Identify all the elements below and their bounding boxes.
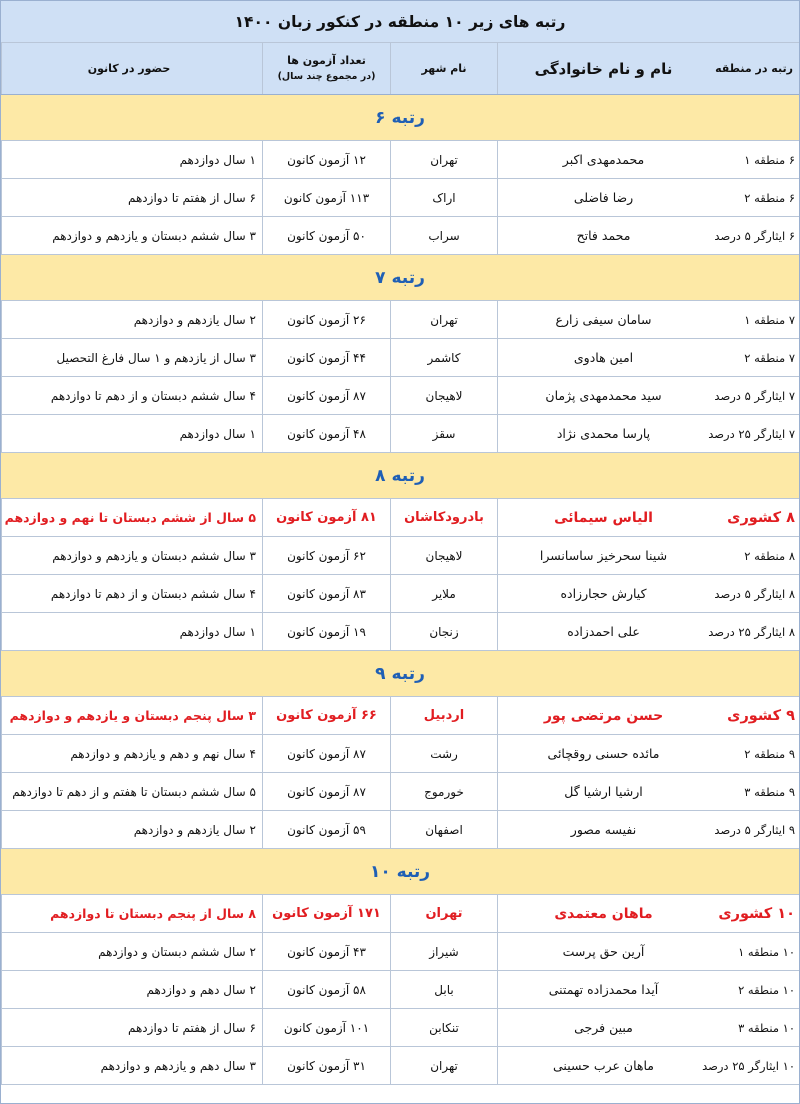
- exams-cell: ۸۷ آزمون کانون: [262, 377, 390, 414]
- exams-cell: ۱۷۱ آزمون کانون: [262, 895, 390, 932]
- rank-cell: ۸ ایثارگر ۲۵ درصد: [708, 624, 795, 639]
- group-header-row: [1, 651, 799, 697]
- exams-cell: ۳۱ آزمون کانون: [262, 1047, 390, 1084]
- name-cell: آرین حق پرست: [497, 933, 709, 970]
- table-header-row: [1, 43, 799, 95]
- name-cell: الیاس سیمائی: [497, 499, 709, 536]
- rank-cell: ۸ ایثارگر ۵ درصد: [714, 586, 795, 601]
- rank-cell: ۹ ایثارگر ۵ درصد: [714, 822, 795, 837]
- attendance-cell: ۴ سال ششم دبستان و از دهم تا دوازدهم: [1, 575, 262, 612]
- table-row: [1, 575, 799, 613]
- city-cell: بادرودکاشان: [390, 499, 497, 536]
- rank-cell: ۷ منطقه ۲: [744, 350, 795, 365]
- name-cell: امین هادوی: [497, 339, 709, 376]
- city-cell: اردبیل: [390, 697, 497, 734]
- table-row: [1, 499, 799, 537]
- name-cell: مائده حسنی روقچائی: [497, 735, 709, 772]
- city-cell: لاهیجان: [390, 537, 497, 574]
- table-row: [1, 895, 799, 933]
- attendance-cell: ۴ سال ششم دبستان و از دهم تا دوازدهم: [1, 377, 262, 414]
- table-row: [1, 301, 799, 339]
- name-cell: محمد فاتح: [497, 217, 709, 254]
- city-cell: شیراز: [390, 933, 497, 970]
- attendance-cell: ۵ سال از ششم دبستان تا نهم و دوازدهم: [1, 499, 262, 536]
- city-cell: تنکابن: [390, 1009, 497, 1046]
- group-header-row: [1, 95, 799, 141]
- name-cell: کیارش حجارزاده: [497, 575, 709, 612]
- name-cell: محمدمهدی اکبر: [497, 141, 709, 178]
- city-cell: تهران: [390, 141, 497, 178]
- rank-cell: ۱۰ ایثارگر ۲۵ درصد: [702, 1058, 795, 1073]
- attendance-cell: ۱ سال دوازدهم: [1, 141, 262, 178]
- city-cell: تهران: [390, 895, 497, 932]
- header-rank: [709, 43, 799, 94]
- attendance-cell: ۳ سال از یازدهم و ۱ سال فارغ التحصیل: [1, 339, 262, 376]
- name-cell: پارسا محمدی نژاد: [497, 415, 709, 452]
- table-row: [1, 773, 799, 811]
- attendance-cell: ۱ سال دوازدهم: [1, 415, 262, 452]
- city-cell: اصفهان: [390, 811, 497, 848]
- table-row: [1, 811, 799, 849]
- exams-cell: ۲۶ آزمون کانون: [262, 301, 390, 338]
- rank-cell: ۸ منطقه ۲: [744, 548, 795, 563]
- exams-cell: ۸۷ آزمون کانون: [262, 773, 390, 810]
- name-cell: نفیسه مصور: [497, 811, 709, 848]
- name-cell: مبین فرجی: [497, 1009, 709, 1046]
- city-cell: تهران: [390, 301, 497, 338]
- table-row: [1, 613, 799, 651]
- name-cell: حسن مرتضی پور: [497, 697, 709, 734]
- attendance-cell: ۲ سال ششم دبستان و دوازدهم: [1, 933, 262, 970]
- name-cell: سامان سیفی زارع: [497, 301, 709, 338]
- rank-cell: ۶ ایثارگر ۵ درصد: [714, 228, 795, 243]
- city-cell: بابل: [390, 971, 497, 1008]
- table-row: [1, 971, 799, 1009]
- rank-cell: ۷ ایثارگر ۵ درصد: [714, 388, 795, 403]
- exams-cell: ۵۹ آزمون کانون: [262, 811, 390, 848]
- exams-cell: ۸۷ آزمون کانون: [262, 735, 390, 772]
- table-row: [1, 377, 799, 415]
- exams-cell: ۱۰۱ آزمون کانون: [262, 1009, 390, 1046]
- table-row: [1, 697, 799, 735]
- name-cell: سید محمدمهدی پژمان: [497, 377, 709, 414]
- name-cell: علی احمدزاده: [497, 613, 709, 650]
- exams-cell: ۱۲ آزمون کانون: [262, 141, 390, 178]
- exams-cell: ۱۹ آزمون کانون: [262, 613, 390, 650]
- header-city-label: نام شهر: [421, 62, 467, 75]
- attendance-cell: ۴ سال نهم و دهم و یازدهم و دوازدهم: [1, 735, 262, 772]
- attendance-cell: ۵ سال ششم دبستان تا هفتم و از دهم تا دوازدهم: [1, 773, 262, 810]
- group-header-row: [1, 255, 799, 301]
- table-row: [1, 537, 799, 575]
- attendance-cell: ۳ سال دهم و یازدهم و دوازدهم: [1, 1047, 262, 1084]
- exams-cell: ۶۲ آزمون کانون: [262, 537, 390, 574]
- exams-cell: ۱۱۳ آزمون کانون: [262, 179, 390, 216]
- city-cell: سقز: [390, 415, 497, 452]
- group-label: رتبه ۶: [375, 107, 425, 128]
- attendance-cell: ۲ سال دهم و دوازدهم: [1, 971, 262, 1008]
- exams-cell: ۴۳ آزمون کانون: [262, 933, 390, 970]
- table-title-row: [1, 1, 799, 43]
- header-attendance: [1, 43, 262, 94]
- exams-cell: ۴۴ آزمون کانون: [262, 339, 390, 376]
- attendance-cell: ۳ سال پنجم دبستان و یازدهم و دوازدهم: [1, 697, 262, 734]
- table-row: [1, 735, 799, 773]
- rank-cell: ۶ منطقه ۱: [744, 152, 795, 167]
- group-header-row: [1, 849, 799, 895]
- header-name-label: نام و نام خانوادگی: [534, 59, 673, 78]
- header-rank-label: رتبه در منطقه: [715, 62, 793, 75]
- attendance-cell: ۲ سال یازدهم و دوازدهم: [1, 811, 262, 848]
- rank-cell: ۷ ایثارگر ۲۵ درصد: [708, 426, 795, 441]
- name-cell: ماهان معتمدی: [497, 895, 709, 932]
- name-cell: رضا فاضلی: [497, 179, 709, 216]
- header-name: [497, 43, 709, 94]
- city-cell: خورموج: [390, 773, 497, 810]
- name-cell: آیدا محمدزاده تهمتنی: [497, 971, 709, 1008]
- rank-cell: ۱۰ منطقه ۱: [738, 944, 795, 959]
- group-label: رتبه ۷: [375, 267, 425, 288]
- city-cell: کاشمر: [390, 339, 497, 376]
- rank-cell: ۷ منطقه ۱: [744, 312, 795, 327]
- rank-cell: ۹ منطقه ۳: [744, 784, 795, 799]
- rank-cell: ۸ کشوری: [727, 509, 795, 526]
- rank-cell: ۹ منطقه ۲: [744, 746, 795, 761]
- city-cell: ملایر: [390, 575, 497, 612]
- header-exams-label: تعداد آزمون ها: [287, 53, 366, 67]
- table-row: [1, 339, 799, 377]
- attendance-cell: ۶ سال از هفتم تا دوازدهم: [1, 179, 262, 216]
- group-header-row: [1, 453, 799, 499]
- name-cell: شینا سحرخیز ساسانسرا: [497, 537, 709, 574]
- table-row: [1, 141, 799, 179]
- table-row: [1, 415, 799, 453]
- exams-cell: ۸۱ آزمون کانون: [262, 499, 390, 536]
- city-cell: تهران: [390, 1047, 497, 1084]
- city-cell: لاهیجان: [390, 377, 497, 414]
- attendance-cell: ۱ سال دوازدهم: [1, 613, 262, 650]
- attendance-cell: ۸ سال از پنجم دبستان تا دوازدهم: [1, 895, 262, 932]
- attendance-cell: ۳ سال ششم دبستان و یازدهم و دوازدهم: [1, 217, 262, 254]
- table-row: [1, 1047, 799, 1085]
- exams-cell: ۴۸ آزمون کانون: [262, 415, 390, 452]
- exams-cell: ۸۳ آزمون کانون: [262, 575, 390, 612]
- table-row: [1, 1009, 799, 1047]
- rank-cell: ۱۰ کشوری: [718, 905, 795, 922]
- city-cell: اراک: [390, 179, 497, 216]
- table-row: [1, 933, 799, 971]
- attendance-cell: ۳ سال ششم دبستان و یازدهم و دوازدهم: [1, 537, 262, 574]
- table-row: [1, 217, 799, 255]
- city-cell: زنجان: [390, 613, 497, 650]
- table-title: رتبه های زیر ۱۰ منطقه در کنکور زبان ۱۴۰۰: [234, 12, 566, 31]
- rank-cell: ۱۰ منطقه ۳: [738, 1020, 795, 1035]
- attendance-cell: ۲ سال یازدهم و دوازدهم: [1, 301, 262, 338]
- table-row: [1, 179, 799, 217]
- group-label: رتبه ۱۰: [369, 861, 431, 882]
- exams-cell: ۵۸ آزمون کانون: [262, 971, 390, 1008]
- name-cell: ماهان عرب حسینی: [497, 1047, 709, 1084]
- city-cell: سراب: [390, 217, 497, 254]
- attendance-cell: ۶ سال از هفتم تا دوازدهم: [1, 1009, 262, 1046]
- rank-cell: ۱۰ منطقه ۲: [738, 982, 795, 997]
- exams-cell: ۵۰ آزمون کانون: [262, 217, 390, 254]
- header-exams: [262, 43, 390, 94]
- header-city: [390, 43, 497, 94]
- header-attendance-label: حضور در کانون: [87, 62, 171, 75]
- group-label: رتبه ۸: [375, 465, 425, 486]
- header-exams-sublabel: (در مجموع چند سال): [277, 70, 376, 82]
- rank-cell: ۹ کشوری: [727, 707, 795, 724]
- name-cell: ارشیا ارشیا گل: [497, 773, 709, 810]
- rank-cell: ۶ منطقه ۲: [744, 190, 795, 205]
- group-label: رتبه ۹: [375, 663, 425, 684]
- city-cell: رشت: [390, 735, 497, 772]
- exams-cell: ۶۶ آزمون کانون: [262, 697, 390, 734]
